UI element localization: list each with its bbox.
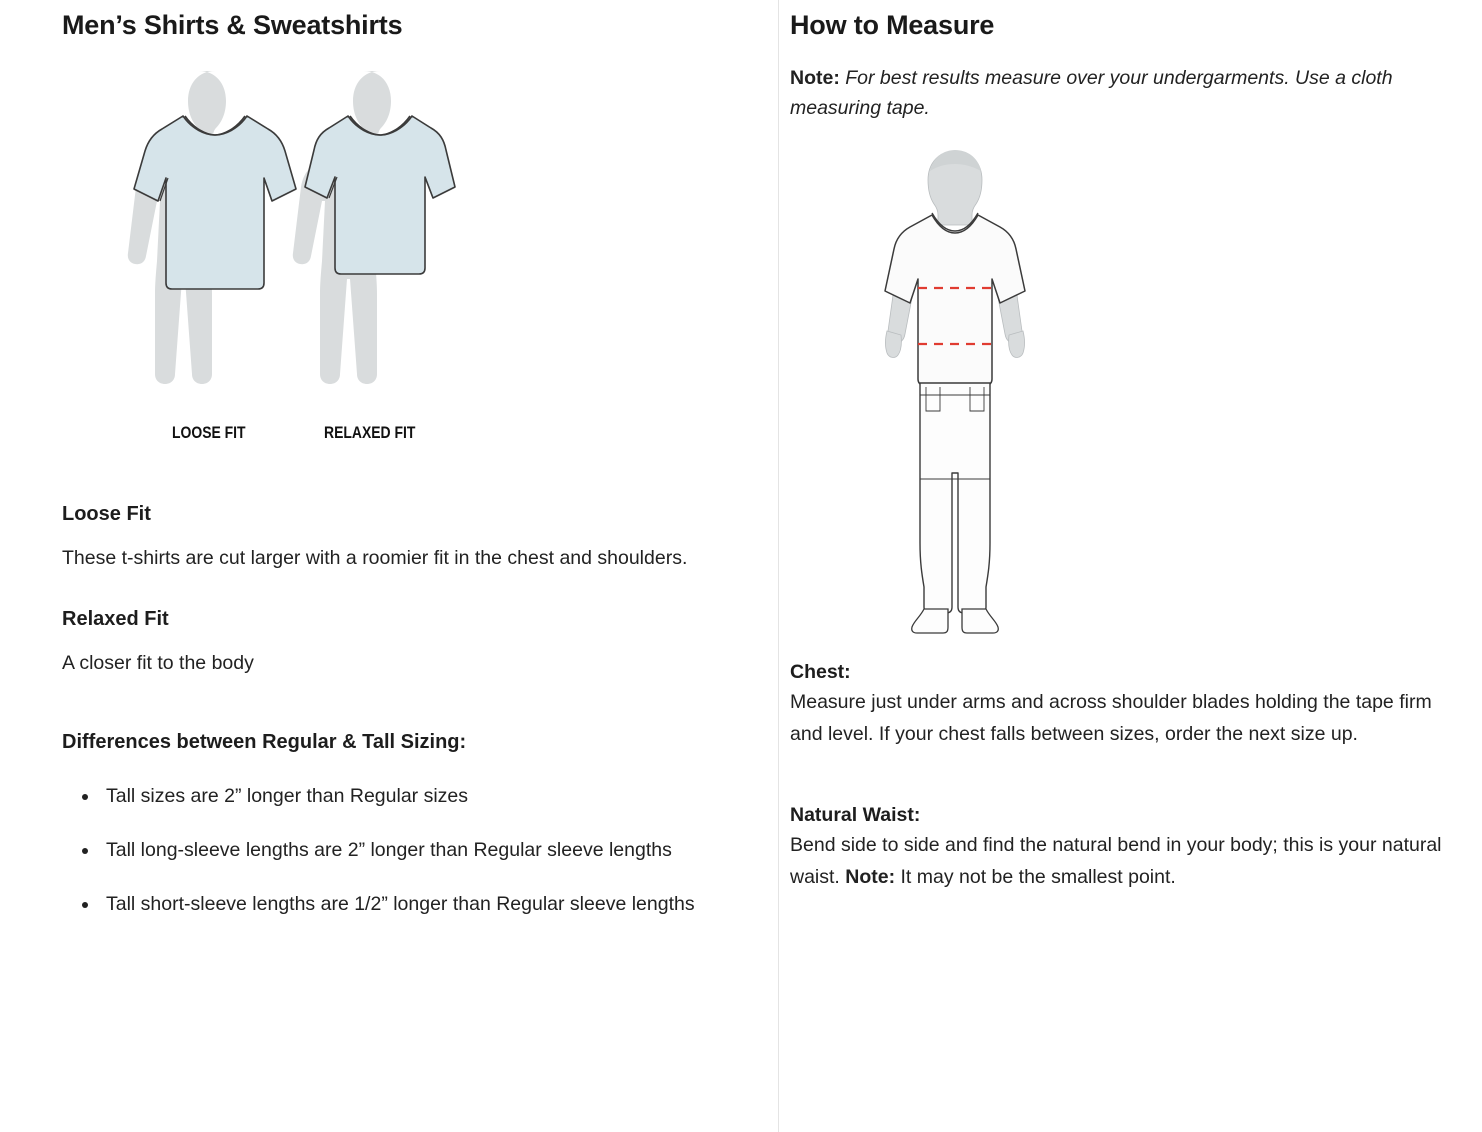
note-text: For best results measure over your undergarments. Use a cloth measuring tape. (790, 67, 1393, 119)
measure-figure (840, 143, 1442, 643)
list-item: • Tall short-sleeve lengths are 1/2” longer than Regular sleeve lengths (100, 888, 760, 920)
loose-fit-label: LOOSE FIT (172, 423, 246, 442)
fit-label-row (72, 423, 760, 457)
note-label: Note: (790, 67, 840, 89)
chest-description: Measure just under arms and across shoulder blades holding the tape firm and level. If your chest falls between sizes, order the next size up. (790, 691, 1432, 745)
page-title: Men’s Shirts & Sweatshirts (62, 10, 403, 40)
list-item: • Tall long-sleeve lengths are 2” longer than Regular sleeve lengths (100, 834, 760, 866)
chest-label: Chest: (790, 661, 851, 683)
loose-fit-heading: Loose Fit (62, 503, 151, 525)
list-item: • Tall sizes are 2” longer than Regular sizes (100, 780, 760, 812)
waist-measure-block (790, 804, 1442, 893)
measure-note (790, 63, 1440, 123)
differences-heading: Differences between Regular & Tall Sizing: (62, 731, 467, 753)
loose-fit-description: These t-shirts are cut larger with a roomier fit in the chest and shoulders. (62, 547, 688, 569)
waist-text-part2: It may not be the smallest point. (895, 866, 1176, 888)
fit-illustrations (72, 63, 760, 423)
relaxed-fit-figure (287, 63, 477, 408)
waist-label: Natural Waist: (790, 804, 921, 826)
waist-note-label: Note: (845, 866, 896, 888)
relaxed-fit-label: RELAXED FIT (324, 423, 416, 442)
differences-list (62, 780, 760, 920)
how-to-measure-title: How to Measure (790, 10, 995, 40)
waist-description (790, 829, 1442, 893)
chest-measure-block (790, 661, 1442, 750)
waist-text-part1: Bend side to side and find the natural bend in your body; this is your natural waist. (790, 834, 1442, 888)
relaxed-fit-heading: Relaxed Fit (62, 608, 169, 630)
relaxed-fit-description: A closer fit to the body (62, 652, 254, 674)
loose-fit-figure (122, 63, 312, 408)
right-column (780, 0, 1482, 1132)
